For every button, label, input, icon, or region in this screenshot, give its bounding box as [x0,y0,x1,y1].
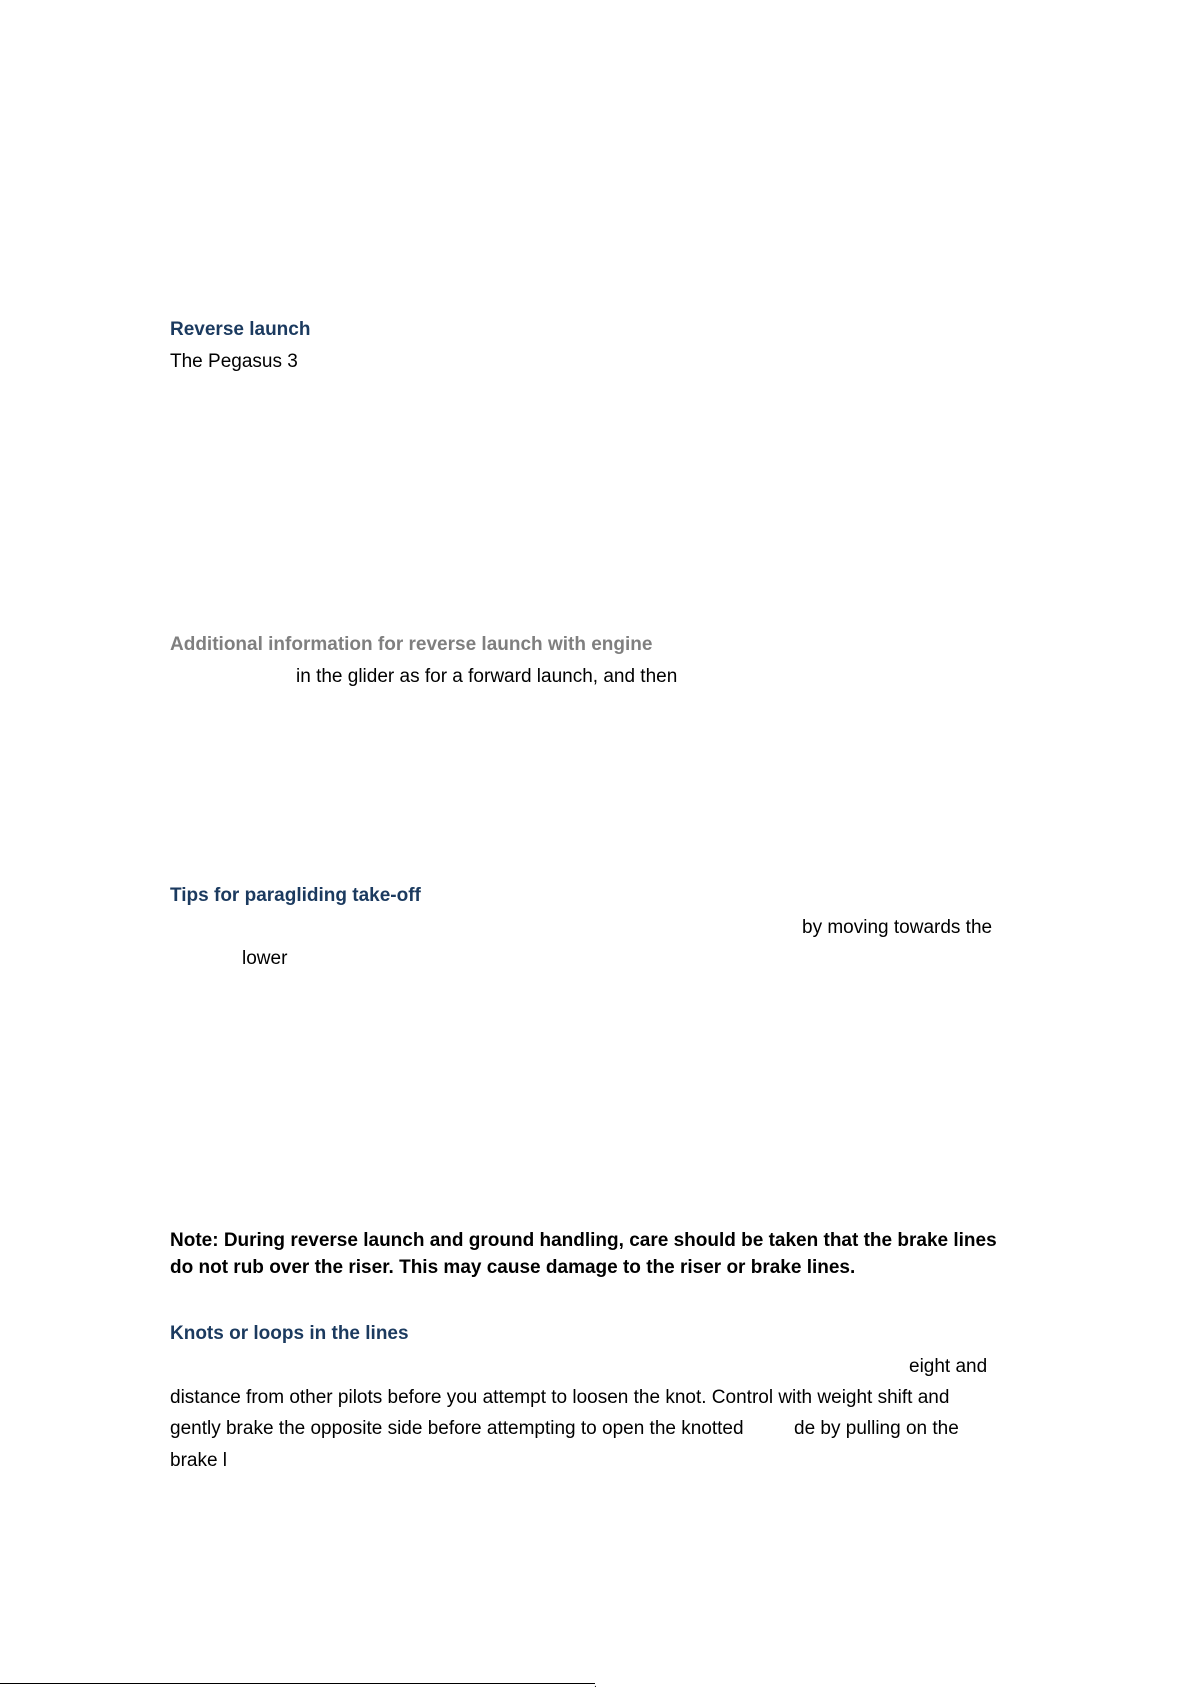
knots-text-line-2: distance from other pilots before you attempt to loosen the knot. Control with weight shift and [170,1387,950,1408]
subheading-reverse-launch-engine: Additional information for reverse launch with engine [170,634,653,655]
footer-rule [0,1683,595,1684]
knots-text-line-4: brake l [170,1450,228,1471]
note-line-2: do not rub over the riser. This may cause damage to the riser or brake lines. [170,1257,856,1278]
engine-info-text: in the glider as for a forward launch, and then [296,666,678,687]
section-heading-knots: Knots or loops in the lines [170,1323,409,1344]
section-heading-reverse-launch: Reverse launch [170,319,311,340]
takeoff-tips-text-1: by moving towards the [802,917,993,938]
footer-mark: . [594,1679,597,1690]
note-line-1: Note: During reverse launch and ground handling, care should be taken that the brake lines [170,1230,997,1251]
takeoff-tips-text-2: lower [242,948,288,969]
reverse-launch-text: The Pegasus 3 [170,351,298,372]
knots-text-line-3a: gently brake the opposite side before attempting to open the knotted [170,1418,744,1439]
section-heading-takeoff-tips: Tips for paragliding take-off [170,885,421,906]
knots-text-line-3b: de by pulling on the [794,1418,959,1439]
knots-text-line-1: eight and [909,1356,988,1377]
